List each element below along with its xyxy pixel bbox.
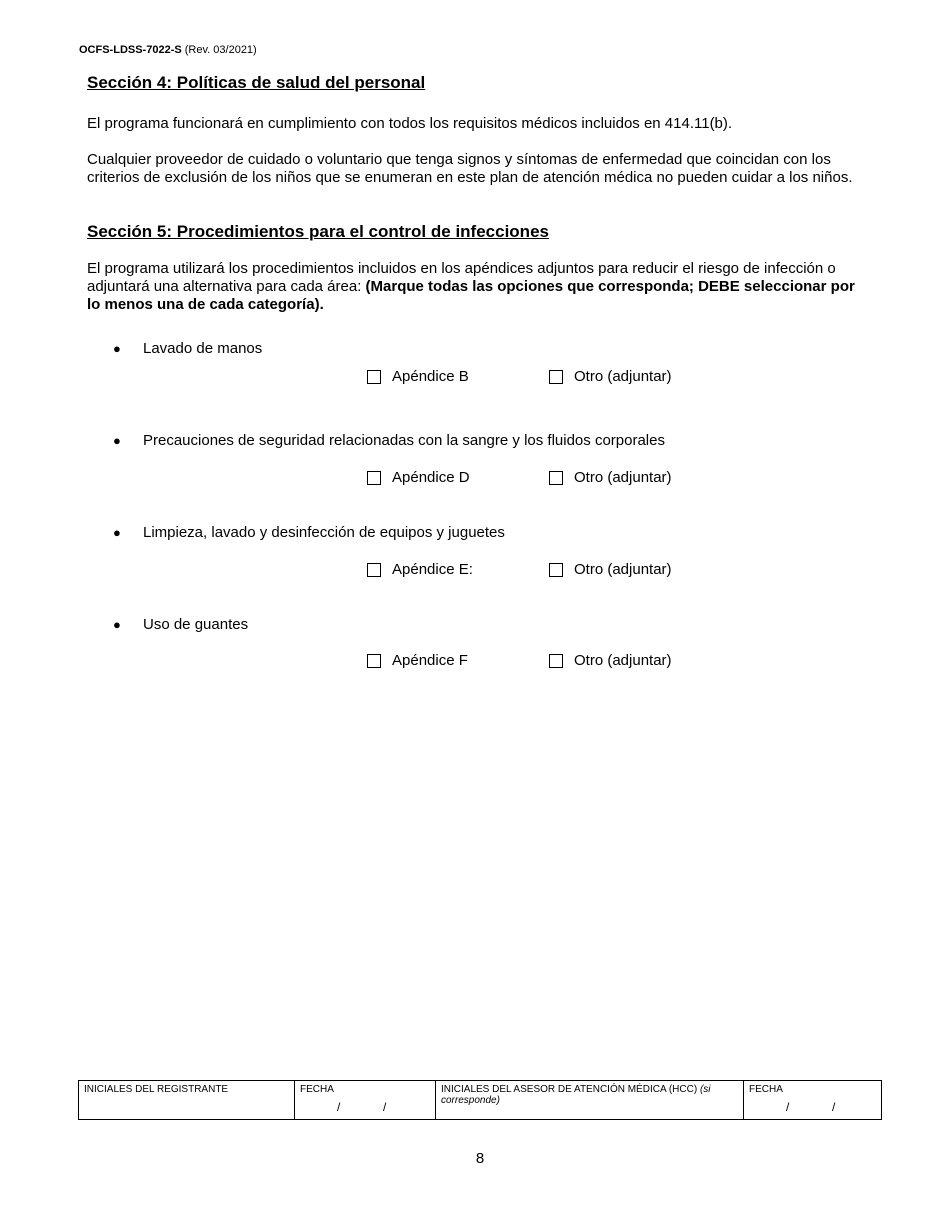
hcc-initials-text: INICIALES DEL ASESOR DE ATENCIÓN MÉDICA (HCC) <box>441 1084 698 1095</box>
page-number: 8 <box>475 1150 485 1167</box>
item-label: Uso de guantes <box>143 616 249 633</box>
form-code: OCFS-LDSS-7022-S <box>79 44 182 56</box>
bullet-icon: ● <box>113 341 121 356</box>
form-revision: (Rev. 03/2021) <box>184 44 257 56</box>
date-separator: / <box>786 1100 790 1114</box>
date-label-2: FECHA <box>749 1084 783 1095</box>
other-label: Otro (adjuntar) <box>574 469 672 486</box>
section5-intro <box>87 260 872 314</box>
registrant-initials-field[interactable] <box>79 1081 295 1120</box>
section4-para1: El programa funcionará en cumplimiento con todos los requisitos médicos incluidos en 414.11(b). <box>87 115 733 132</box>
bullet-icon: ● <box>113 433 121 448</box>
item-label: Limpieza, lavado y desinfección de equipos y juguetes <box>143 524 505 541</box>
list-item <box>113 616 248 634</box>
other-label: Otro (adjuntar) <box>574 368 672 385</box>
list-item <box>113 432 665 450</box>
other-label: Otro (adjuntar) <box>574 561 672 578</box>
section4-title: Sección 4: Políticas de salud del personal <box>87 73 426 92</box>
registrant-initials-label: INICIALES DEL REGISTRANTE <box>84 1084 229 1095</box>
appendix-d-option[interactable] <box>367 469 470 487</box>
date-separator: / <box>832 1100 836 1114</box>
date-field-2[interactable] <box>744 1081 882 1120</box>
date-separator: / <box>383 1100 387 1114</box>
date-separator: / <box>337 1100 341 1114</box>
section4-para2: Cualquier proveedor de cuidado o voluntario que tenga signos y síntomas de enfermedad que coincidan con los criterios de exclusión de los niños que se enumeran en este plan de atención médica no pueden cuidar a los niños. <box>87 151 853 186</box>
other-checkbox-handwashing[interactable] <box>549 370 563 384</box>
list-item <box>113 340 262 358</box>
other-option-blood[interactable] <box>549 469 672 487</box>
other-option-handwashing[interactable] <box>549 368 672 386</box>
section5-intro-plain: El programa utilizará los procedimientos incluidos en los apéndices adjuntos para reducir el riesgo de infección o adjuntará una alternativa para cada área: <box>87 260 836 295</box>
other-checkbox-gloves[interactable] <box>549 654 563 668</box>
appendix-e-label: Apéndice E: <box>392 561 473 578</box>
date-label-1: FECHA <box>300 1084 334 1095</box>
other-option-cleaning[interactable] <box>549 561 672 579</box>
hcc-initials-note: (si corresponde) <box>441 1084 711 1106</box>
bullet-icon: ● <box>113 617 121 632</box>
list-item <box>113 524 505 542</box>
item-label: Precauciones de seguridad relacionadas con la sangre y los fluidos corporales <box>143 432 665 449</box>
other-option-gloves[interactable] <box>549 652 672 670</box>
appendix-b-option[interactable] <box>367 368 469 386</box>
appendix-f-label: Apéndice F <box>392 652 468 669</box>
appendix-d-label: Apéndice D <box>392 469 470 486</box>
other-label: Otro (adjuntar) <box>574 652 672 669</box>
form-identifier <box>79 44 257 56</box>
hcc-initials-field[interactable] <box>436 1081 744 1120</box>
section5-title: Sección 5: Procedimientos para el control de infecciones <box>87 222 549 241</box>
initials-table <box>78 1080 882 1120</box>
appendix-f-option[interactable] <box>367 652 468 670</box>
appendix-e-checkbox[interactable] <box>367 563 381 577</box>
item-label: Lavado de manos <box>143 340 263 357</box>
bullet-icon: ● <box>113 525 121 540</box>
appendix-e-option[interactable] <box>367 561 473 579</box>
other-checkbox-blood[interactable] <box>549 471 563 485</box>
other-checkbox-cleaning[interactable] <box>549 563 563 577</box>
section5-intro-instruction: (Marque todas las opciones que corresponda; DEBE seleccionar por lo menos una de cada categoría). <box>87 278 855 313</box>
date-field-1[interactable] <box>295 1081 436 1120</box>
appendix-d-checkbox[interactable] <box>367 471 381 485</box>
appendix-b-checkbox[interactable] <box>367 370 381 384</box>
appendix-b-label: Apéndice B <box>392 368 469 385</box>
hcc-initials-label <box>441 1084 738 1106</box>
appendix-f-checkbox[interactable] <box>367 654 381 668</box>
